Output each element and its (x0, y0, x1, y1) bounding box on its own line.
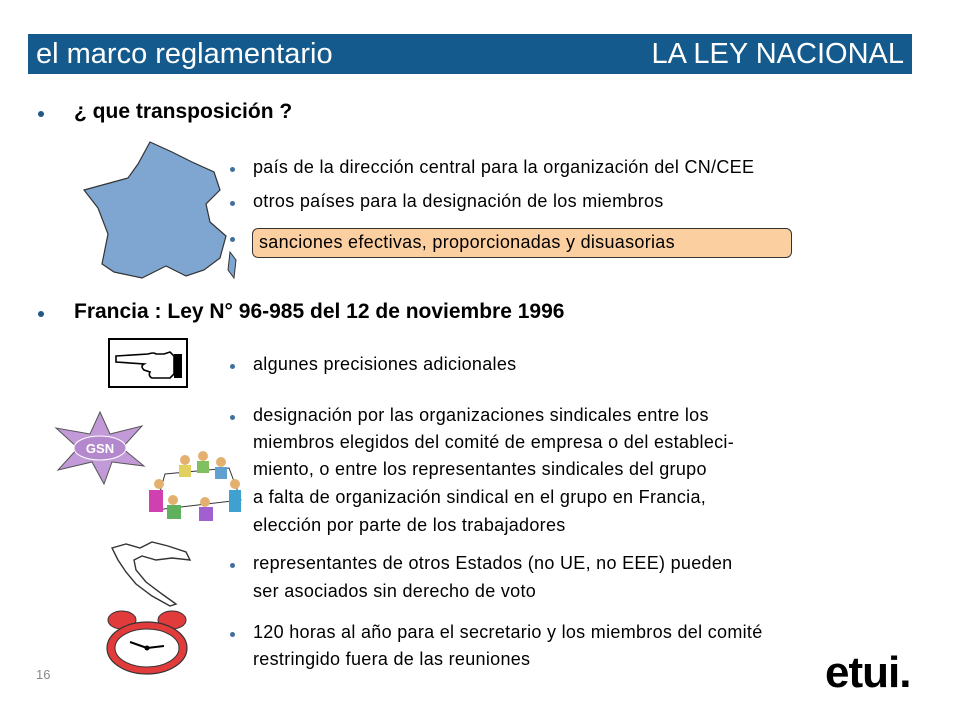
bullet-dot (38, 111, 44, 117)
bullet-dot (230, 364, 235, 369)
pointing-hand-icon (108, 338, 188, 388)
title-left: el marco reglamentario (36, 38, 333, 70)
s2-bullet-4-line-1: 120 horas al año para el secretario y los miembros del comité (253, 622, 763, 642)
bullet-dot (38, 311, 44, 317)
bullet-dot (230, 632, 235, 637)
title-bar (28, 34, 912, 74)
section2-heading: Francia : Ley N° 96-985 del 12 de noviembre 1996 (74, 300, 565, 323)
s2-bullet-3-line-1: representantes de otros Estados (no UE, no EEE) pueden (253, 553, 733, 573)
section1-heading: ¿ que transposición ? (74, 100, 293, 123)
bullet-dot (230, 563, 235, 568)
s2-bullet-2-line-5: elección por parte de los trabajadores (253, 515, 566, 535)
bullet-dot (230, 201, 235, 206)
s2-bullet-4-line-2: restringido fuera de las reuniones (253, 649, 531, 669)
meeting-table-icon (145, 438, 245, 522)
gsn-badge-text: GSN (85, 441, 115, 456)
france-map-icon (80, 138, 240, 288)
title-right: LA LEY NACIONAL (651, 38, 904, 70)
s2-bullet-2-line-2: miembros elegidos del comité de empresa o del estableci- (253, 432, 735, 452)
s1-bullet-1: país de la dirección central para la organización del CN/CEE (253, 157, 755, 177)
s2-bullet-1: algunes precisiones adicionales (253, 354, 517, 374)
croatia-map-icon (106, 538, 192, 608)
s1-bullet-2: otros países para la designación de los miembros (253, 191, 664, 211)
bullet-dot (230, 167, 235, 172)
sanctions-highlight-box: sanciones efectivas, proporcionadas y disuasorias (252, 228, 792, 258)
etui-logo: etui. (825, 648, 911, 697)
bullet-dot (230, 415, 235, 420)
s2-bullet-2-line-1: designación por las organizaciones sindicales entre los (253, 405, 709, 425)
page-number: 16 (36, 667, 51, 682)
bullet-dot (230, 237, 235, 242)
s2-bullet-3-line-2: ser asociados sin derecho de voto (253, 581, 537, 601)
alarm-clock-icon (100, 610, 194, 678)
s2-bullet-2-line-4: a falta de organización sindical en el grupo en Francia, (253, 487, 707, 507)
gsn-star-badge-icon (52, 410, 148, 486)
s2-bullet-2-line-3: miento, o entre los representantes sindicales del grupo (253, 459, 707, 479)
